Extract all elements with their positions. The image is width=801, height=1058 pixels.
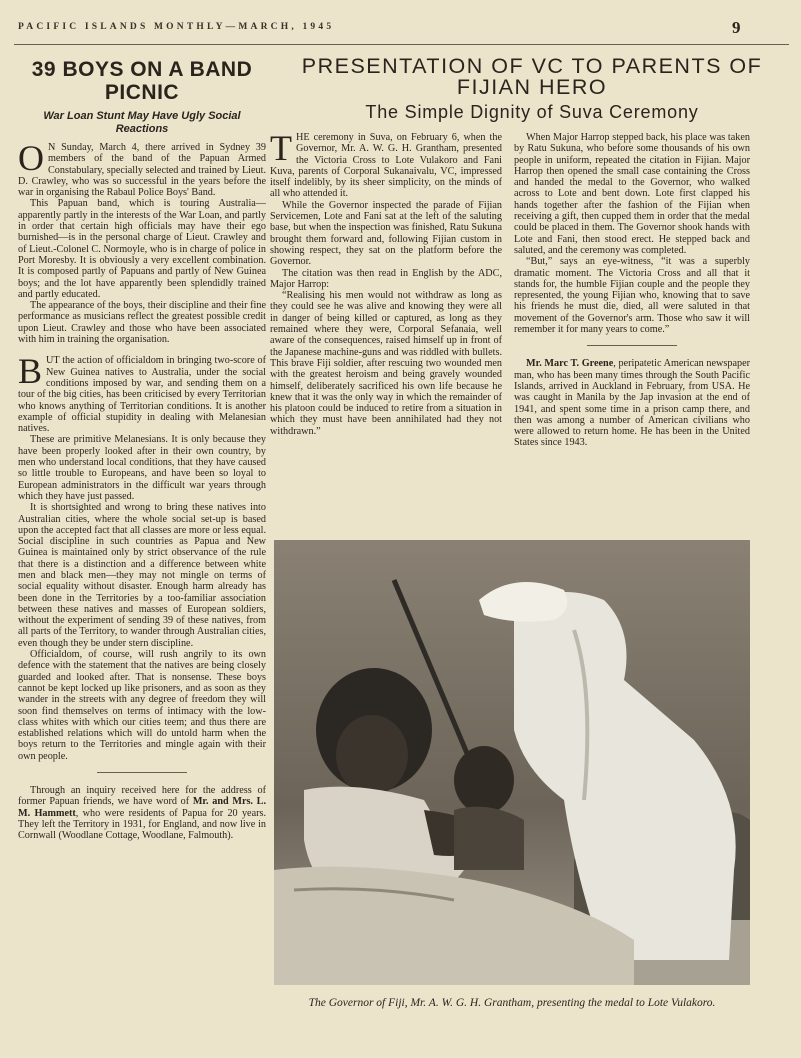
running-head: PACIFIC ISLANDS MONTHLY—MARCH, 1945 — [18, 22, 335, 32]
drop-cap: O — [18, 138, 44, 178]
left-article — [18, 58, 266, 842]
photo-caption: The Governor of Fiji, Mr. A. W. G. H. Grantham, presenting the medal to Lote Vulakoro. — [308, 997, 716, 1009]
main-headline: PRESENTATION OF VC TO PARENTS OF FIJIAN HERO — [301, 54, 763, 99]
left-subheadline: War Loan Stunt May Have Ugly Social Reactions — [43, 110, 241, 135]
drop-cap: B — [18, 351, 43, 392]
header-rule — [14, 44, 789, 45]
ceremony-photo — [274, 540, 750, 985]
drop-cap: T — [270, 128, 292, 168]
paragraph: THE ceremony in Suva, on February 6, when the Governor, Mr. A. W. G. H. Grantham, presented the Victoria Cross to Lote Vulakoro and Fani Kuva, parents of Corporal Sukanaivalu, VC, impressed itself indelibly, by its sheer simplicity, on the minds of all who attended it. — [270, 128, 502, 200]
paragraph: These are primitive Melanesians. It is only because they have been properly looked after in their own country, by men who understand local conditions, that they have caused so little trouble to Europeans, and have been so loyal to European administrators in the difficult war years through which they have just passed. — [18, 434, 266, 502]
paragraph: O N Sunday, March 4, there arrived in Sydney 39 members of the band of the Papuan Armed Constabulary, specially selected and trained by Lieut. D. Crawley, who was so successful in the years before the war in organising the Rabaul Police Boys' Band. — [18, 138, 266, 199]
paragraph: This Papuan band, which is touring Australia—apparently partly in the interests of the War Loan, and partly in order that certain high officials may have their ego burnished—is in the personal charge of Lieut. Crawley and of Lieut.-Colonel C. Normoyle, who is in charge of police in Port Moresby. It is obviously a very excellent combination. It is composed partly of Papuans and partly of New Guinea boys; and the lot have apparently been splendidly trained and partly educated. — [18, 198, 266, 300]
paragraph: BUT the action of officialdom in bringing two-score of New Guinea natives to Australia, under the social conditions imposed by war, and sending them on a tour of the big cities, has been criticised by every Territorian who knows anything of Territorian conditions. It is another example of official stupidity in dealing with Melanesian natives. — [18, 351, 266, 435]
ceremony-photo-illustration — [274, 540, 750, 985]
section-divider — [587, 345, 677, 346]
paragraph: “But,” says an eye-witness, “it was a superbly dramatic moment. The Victoria Cross and all that it stands for, the humble Fijian couple and the people they represented, the young Fijian who, knowing that to save his friends he must die, died, all were saluted in that movement of the Governor's arm. Those who saw it will remember it for many years to come.” — [514, 256, 750, 336]
section-divider — [97, 772, 187, 773]
left-headline: 39 BOYS ON A BAND PICNIC — [31, 58, 253, 104]
left-article-body — [18, 138, 267, 842]
paragraph: It is shortsighted and wrong to bring these natives into Australian cities, where the whole social set-up is based upon the accepted fact that all classes are more or less equal. Social discipline in such countries as Papua and New Guinea is maintained only by strict observance of the rule that there is a distinction and a difference between white men and black men—they may not mingle on terms of social equality without disaster. Enough harm already has been done in the Territories by a too-familiar association between these natives and masses of European soldiers, without the experiment of sending 39 of these natives, from all parts of the Territory, to wander through Australian cities, even though they be under stern discipline. — [18, 502, 266, 649]
paragraph: Officialdom, of course, will rush angrily to its own defence with the statement that the natives are being closely guarded and looked after. That is nonsense. These boys cannot be kept locked up like prisoners, and as soon as they wander in the streets with any degree of freedom they will soon find themselves on terms of intimacy with the low-class whites with which our cities teem; and thus there are established relations which will do untold harm when the boys return to the Territories and mingle again with their own people. — [18, 649, 266, 762]
main-subheadline: The Simple Dignity of Suva Ceremony — [365, 102, 699, 122]
paragraph: While the Governor inspected the parade of Fijian Servicemen, Lote and Fani sat at the left of the saluting base, but when the inspection was finished, Ratu Sukuna brought them forward and, following Fijian custom in showing respect, they sat on the platform before the Governor. — [270, 199, 502, 268]
greene-note: Mr. Marc T. Greene, peripatetic American newspaper man, who has been many times through the South Pacific Islands, arrived in Auckland in February, from USA. He was caught in Manila by the Jap invasion at the end of 1941, and spent some time in a prison camp there, and then was among a number of American civilians who were allowed to return home. He has been in the United States since 1943. — [514, 358, 750, 449]
main-article-col-2 — [514, 132, 750, 449]
paragraph: The citation was then read in English by the ADC, Major Harrop: — [270, 267, 502, 290]
main-article-col-1 — [270, 128, 502, 437]
citation: “Realising his men would not withdraw as long as they could see he was alive and knowing they were all in danger of being killed or captured, as long as they remained where they were, Corporal Sefanaia, well aware of the consequences, raised himself up in front of the Japanese machine-guns and was riddled with bullets. This brave Fiji soldier, after rescuing two wounded men with the greatest heroism and being gravely wounded himself, deliberately sacrificed his own life because he knew that it was the only way in which the remainder of his platoon could be induced to retire from a situation in which they must have been annihilated had they not withdrawn.” — [270, 290, 502, 437]
paragraph: When Major Harrop stepped back, his place was taken by Ratu Sukuna, who before some thousands of his own people in uniform, repeated the citation in Fijian. Major Harrop then opened the small case containing the Cross and handed the medal to the Governor, who walked across to Lote and bent down. Lote first clapped his hands together after the fashion of the Fijian when receiving a gift, then cupped them in order that the medal could be placed in them. The Governor shook hands with Lote and Fani, then stood erect. He stepped back and saluted, and the ceremony was completed. — [514, 132, 750, 256]
paragraph: The appearance of the boys, their discipline and their fine performance as musicians reflect the greatest possible credit upon Lieut. Crawley and those who have been associated with him in training the organisation. — [18, 300, 266, 346]
page-number: 9 — [732, 18, 741, 37]
hammett-note: Through an inquiry received here for the address of former Papuan friends, we have word of Mr. and Mrs. L. M. Hammett, who were residents of Papua for 20 years. They left the Territory in 1931, for England, and now live in Cornwall (Woodlane Cottage, Woodlane, Falmouth). — [18, 785, 267, 842]
